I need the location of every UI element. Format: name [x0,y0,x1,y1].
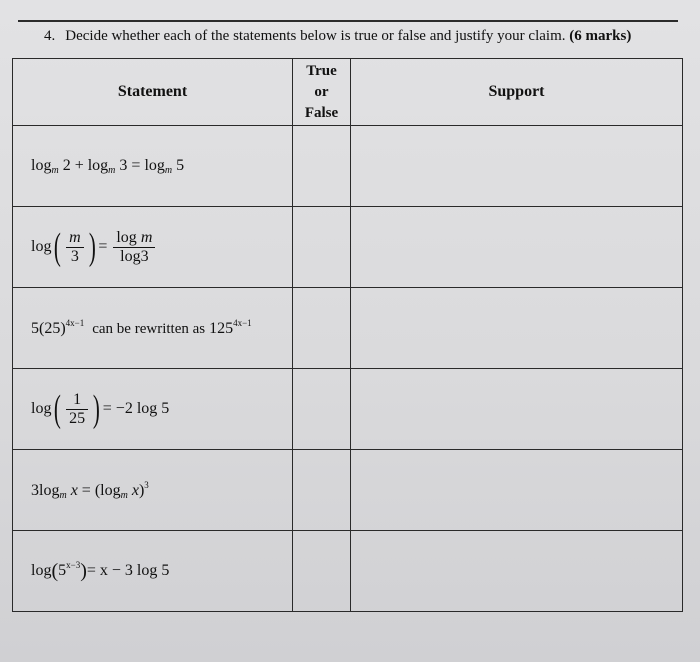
support-cell[interactable] [351,450,683,531]
statement-expression: log( $\frac{1}{25}$ ) = −2 log 5 [31,388,170,430]
table-row [13,369,683,450]
header-statement: Statement [13,59,293,126]
header-or: or [314,83,329,100]
question-text: Decide whether each of the statements below is true or false and justify your claim. [65,28,566,44]
statement-cell [13,369,293,450]
header-true: True [306,62,337,79]
support-cell[interactable] [351,531,683,612]
statement-cell [13,207,293,288]
table-row [13,207,683,288]
statement-table [12,58,683,612]
header-true-or-false [293,59,351,126]
table-row [13,450,683,531]
question-prompt [44,28,631,45]
statement-expression: log( $\frac{m}{3}$ ) = $\frac{\text{log m}}{\log 3}$ [31,238,157,255]
statement-cell [13,450,293,531]
statement-cell [13,288,293,369]
statement-expression: $\log(5^{x-3})= x - 3$ log 5 [31,559,170,582]
true-false-cell[interactable] [293,369,351,450]
question-marks: (6 marks) [569,28,632,44]
statement-cell [13,531,293,612]
table-header-row [13,59,683,126]
true-false-cell[interactable] [293,207,351,288]
statement-expression: $3\log_m$ $x = (\log_m$ x)$^3$ [31,479,149,501]
statement-cell [13,126,293,207]
table-row [13,126,683,207]
support-cell[interactable] [351,369,683,450]
statement-expression: $5(25)^{4x-1}$ can be rewritten as $125^{4x-1}$ [31,318,252,337]
true-false-cell[interactable] [293,126,351,207]
table-row [13,531,683,612]
top-rule [18,20,678,22]
question-number: 4. [44,28,56,44]
statement-expression: $\log_m 2 + \log_m 3 = \log_m 5$ [31,156,185,176]
table-row [13,288,683,369]
true-false-cell[interactable] [293,288,351,369]
support-cell[interactable] [351,288,683,369]
true-false-cell[interactable] [293,531,351,612]
header-support: Support [351,59,683,126]
support-cell[interactable] [351,126,683,207]
support-cell[interactable] [351,207,683,288]
header-false: False [304,104,339,121]
true-false-cell[interactable] [293,450,351,531]
